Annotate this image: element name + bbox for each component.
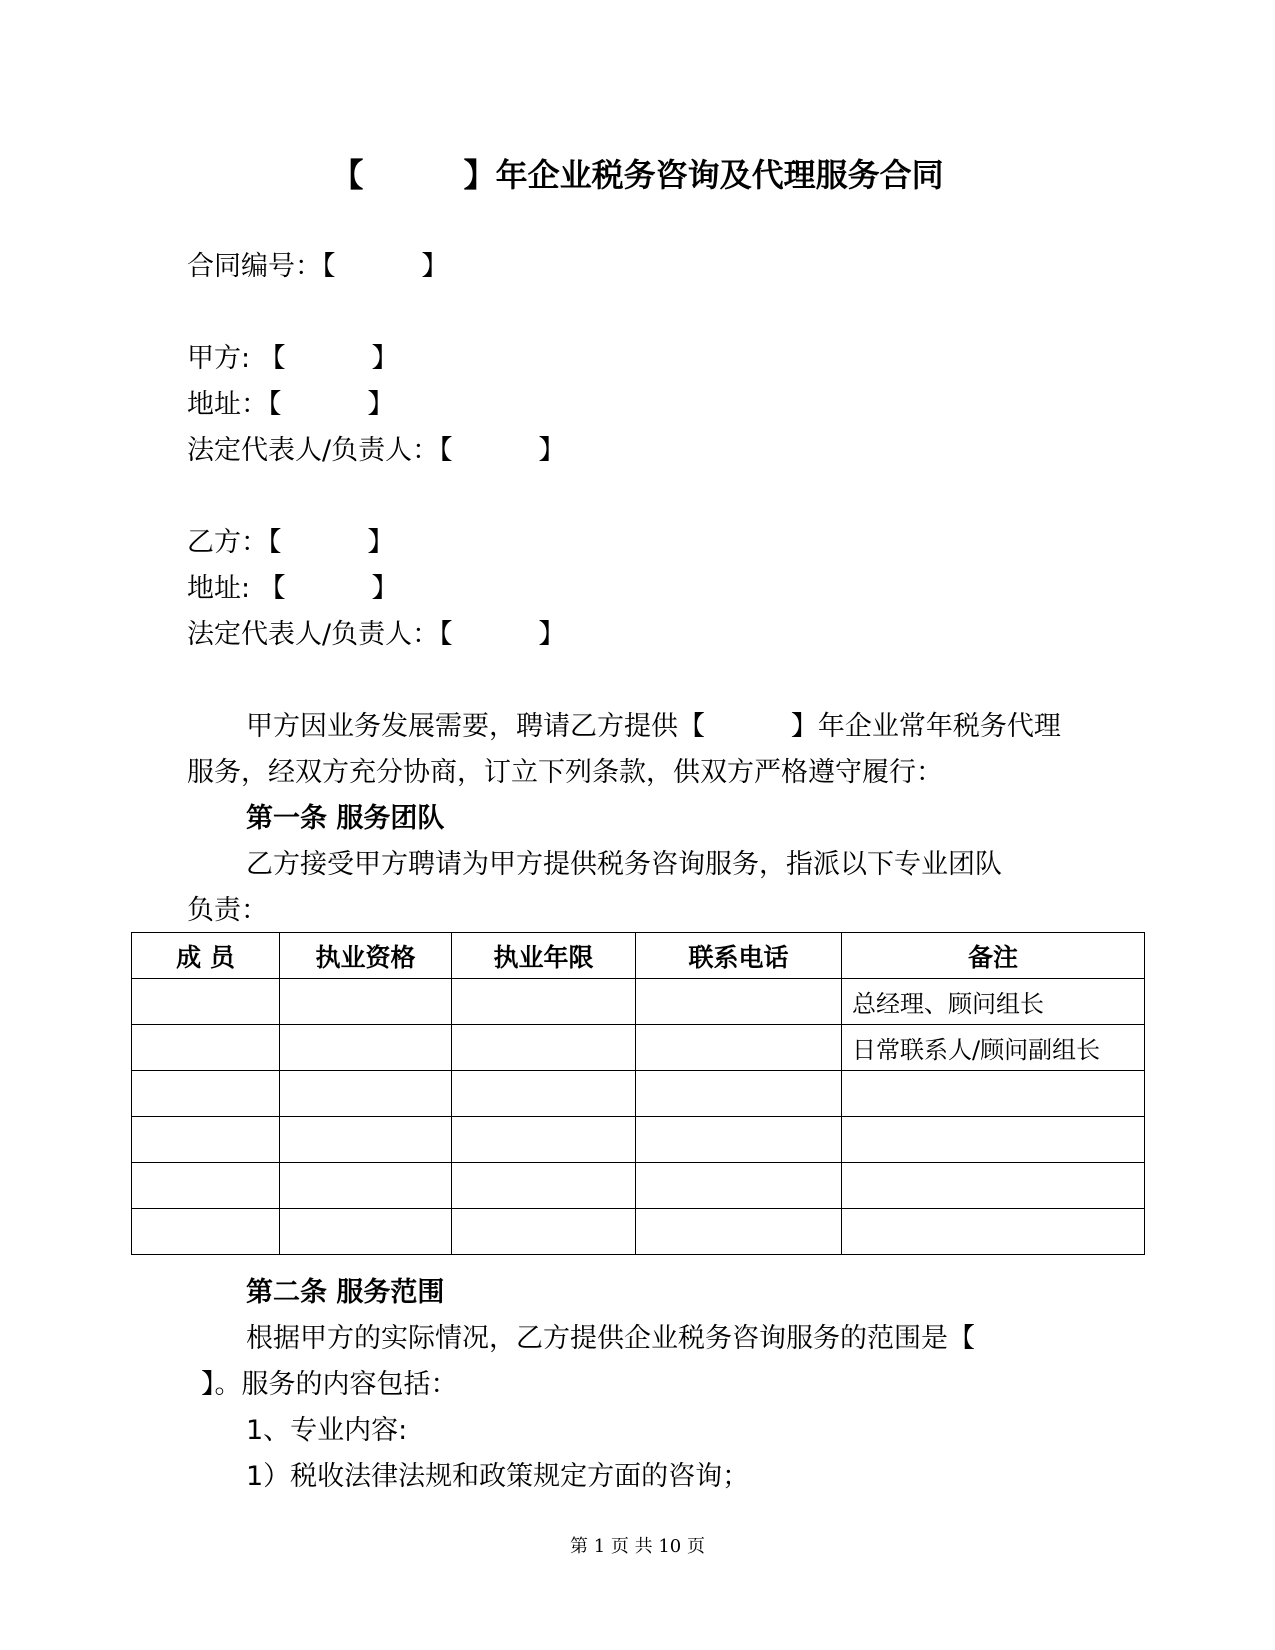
- table-cell: [452, 1025, 636, 1071]
- table-cell-remark: [842, 1163, 1145, 1209]
- table-cell: [636, 979, 842, 1025]
- table-cell-remark: [842, 1071, 1145, 1117]
- table-cell: [132, 1025, 280, 1071]
- table-cell: [280, 979, 452, 1025]
- intro-paragraph-line-2: 服务，经双方充分协商，订立下列条款，供双方严格遵守履行：: [187, 757, 943, 788]
- article-1-heading: 第一条 服务团队: [246, 803, 445, 834]
- party-a-representative: 法定代表人/负责人：【 】: [187, 435, 566, 466]
- party-b-name: 乙方：【 】: [187, 527, 395, 558]
- party-b-representative: 法定代表人/负责人：【 】: [187, 619, 566, 650]
- table-cell: [280, 1071, 452, 1117]
- party-a-address: 地址：【 】: [187, 389, 395, 420]
- page-footer: 第 1 页 共 10 页: [570, 1536, 705, 1557]
- table-cell: [452, 1117, 636, 1163]
- table-cell: [636, 1025, 842, 1071]
- table-cell-remark: 总经理、顾问组长: [842, 979, 1145, 1025]
- table-cell-remark: [842, 1117, 1145, 1163]
- table-cell: [280, 1025, 452, 1071]
- table-cell: [636, 1117, 842, 1163]
- table-row: [132, 1071, 1145, 1117]
- article-2-heading: 第二条 服务范围: [246, 1277, 445, 1308]
- contract-number: 合同编号：【 】: [187, 251, 449, 282]
- header-remarks: 备注: [842, 933, 1145, 979]
- table-cell: [132, 1071, 280, 1117]
- table-cell: [452, 979, 636, 1025]
- team-table-header-row: [132, 933, 1145, 979]
- table-row: [132, 979, 1145, 1025]
- table-cell: [280, 1163, 452, 1209]
- table-cell: [132, 1117, 280, 1163]
- table-cell: [132, 979, 280, 1025]
- table-cell-remark: 日常联系人/顾问副组长: [842, 1025, 1145, 1071]
- table-row: [132, 1163, 1145, 1209]
- header-years: 执业年限: [452, 933, 636, 979]
- header-qualification: 执业资格: [280, 933, 452, 979]
- table-cell: [452, 1163, 636, 1209]
- table-cell: [636, 1163, 842, 1209]
- table-cell: [280, 1209, 452, 1255]
- table-row: [132, 1117, 1145, 1163]
- article-2-item-1-sub-1: 1）税收法律法规和政策规定方面的咨询；: [246, 1461, 750, 1492]
- table-row: [132, 1025, 1145, 1071]
- header-phone: 联系电话: [636, 933, 842, 979]
- article-2-item-1: 1、专业内容:: [246, 1415, 408, 1446]
- table-cell: [636, 1071, 842, 1117]
- article-2-text-line-2: 】。服务的内容包括：: [201, 1369, 458, 1400]
- article-2-text-line-1: 根据甲方的实际情况，乙方提供企业税务咨询服务的范围是【: [246, 1323, 975, 1354]
- team-table: [131, 932, 1145, 1255]
- table-cell: [132, 1163, 280, 1209]
- party-a-name: 甲方: 【 】: [187, 343, 399, 374]
- table-cell: [280, 1117, 452, 1163]
- header-member: 成 员: [132, 933, 280, 979]
- table-cell-remark: [842, 1209, 1145, 1255]
- party-b-address: 地址: 【 】: [187, 573, 399, 604]
- table-cell: [636, 1209, 842, 1255]
- article-1-text-line-2: 负责：: [187, 895, 268, 926]
- table-cell: [452, 1209, 636, 1255]
- article-1-text-line-1: 乙方接受甲方聘请为甲方提供税务咨询服务，指派以下专业团队: [246, 849, 1002, 880]
- intro-paragraph-line-1: 甲方因业务发展需要，聘请乙方提供【 】年企业常年税务代理: [246, 711, 1061, 742]
- table-cell: [452, 1071, 636, 1117]
- contract-title: 【 】年企业税务咨询及代理服务合同: [331, 156, 944, 194]
- table-row: [132, 1209, 1145, 1255]
- table-cell: [132, 1209, 280, 1255]
